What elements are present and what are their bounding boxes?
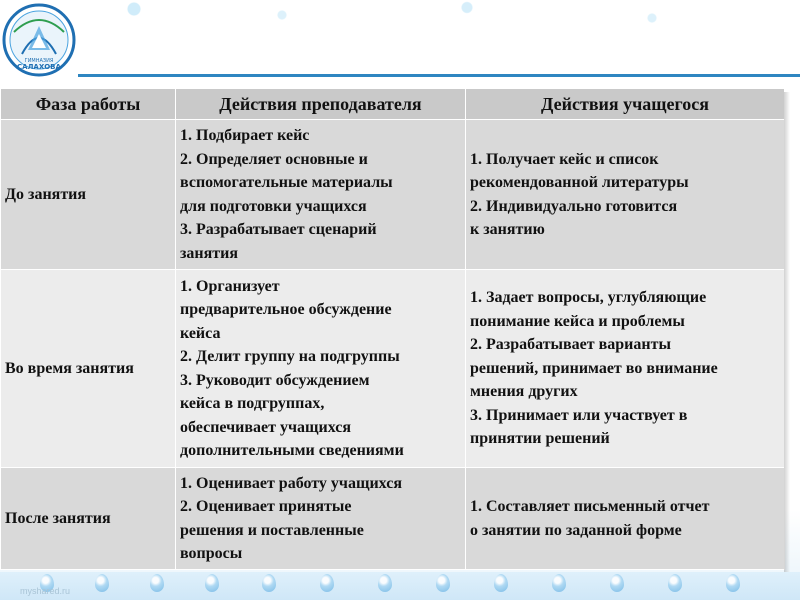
- header-teacher-actions: Действия преподавателя: [176, 89, 466, 120]
- droplet-icon: [726, 574, 740, 592]
- teacher-action-line: предварительное обсуждение: [180, 301, 392, 318]
- droplet-icon: [436, 574, 450, 592]
- phase-cell: После занятия: [1, 468, 176, 570]
- header-divider: [78, 74, 800, 77]
- teacher-action-line: вспомогательные материалы: [180, 174, 393, 191]
- droplet-icon: [494, 574, 508, 592]
- droplet-icon: [262, 574, 276, 592]
- teacher-actions-cell: [176, 270, 466, 468]
- table-row: [1, 270, 785, 468]
- teacher-action-line: 2. Определяет основные и: [180, 150, 368, 168]
- student-action-line: рекомендованной литературы: [470, 174, 689, 191]
- teacher-action-line: для подготовки учащихся: [180, 197, 367, 215]
- teacher-action-line: кейса: [180, 324, 221, 342]
- teacher-action-line: 2. Делит группу на подгруппы: [180, 348, 400, 365]
- droplet-icon: [668, 574, 682, 592]
- droplet-icon: [610, 574, 624, 592]
- logo-text: САЛАХОВА: [17, 63, 61, 71]
- teacher-action-line: 2. Оценивает принятые: [180, 498, 352, 515]
- student-action-line: принятии решений: [470, 430, 610, 448]
- case-method-table: [0, 88, 785, 570]
- teacher-action-line: вопросы: [180, 545, 243, 562]
- footer-url: myshared.ru: [20, 586, 71, 596]
- logo-small-text: ГИМНАЗИЯ: [24, 58, 54, 64]
- phase-cell: Во время занятия: [1, 270, 176, 468]
- droplet-icon: [378, 574, 392, 592]
- student-action-line: мнения других: [470, 383, 578, 401]
- student-action-line: 1. Составляет письменный отчет: [470, 498, 710, 515]
- teacher-action-line: 3. Разрабатывает сценарий: [180, 221, 377, 238]
- header-phase: Фаза работы: [1, 89, 176, 120]
- student-action-line: о занятии по заданной форме: [470, 521, 682, 539]
- table-row: [1, 468, 785, 570]
- student-action-line: решений, принимает во внимание: [470, 359, 718, 377]
- teacher-action-line: 1. Подбирает кейс: [180, 127, 310, 144]
- teacher-action-line: дополнительными сведениями: [180, 442, 404, 459]
- teacher-action-line: обеспечивает учащихся: [180, 418, 351, 436]
- teacher-action-line: решения и поставленные: [180, 521, 364, 539]
- droplet-icon: [95, 574, 109, 592]
- school-logo-icon: [2, 2, 76, 78]
- header-student-actions: Действия учащегося: [466, 89, 785, 120]
- table-shadow: [784, 92, 790, 572]
- student-action-line: понимание кейса и проблемы: [470, 312, 685, 330]
- teacher-action-line: 1. Организует: [180, 277, 280, 295]
- teacher-actions-cell: [176, 468, 466, 570]
- student-action-line: 2. Разрабатывает варианты: [470, 336, 671, 354]
- droplet-icon: [320, 574, 334, 592]
- teacher-actions-cell: [176, 120, 466, 270]
- student-action-line: 3. Принимает или участвует в: [470, 406, 688, 424]
- droplet-icon: [552, 574, 566, 592]
- student-action-line: 1. Задает вопросы, углубляющие: [470, 289, 707, 307]
- table-row: [1, 120, 785, 270]
- student-actions-cell: [466, 120, 785, 270]
- student-action-line: 2. Индивидуально готовится: [470, 197, 678, 215]
- teacher-action-line: 1. Оценивает работу учащихся: [180, 474, 402, 492]
- student-action-line: к занятию: [470, 221, 545, 238]
- droplet-icon: [205, 574, 219, 592]
- student-action-line: 1. Получает кейс и список: [470, 150, 659, 168]
- teacher-action-line: 3. Руководит обсуждением: [180, 371, 370, 389]
- teacher-action-line: занятия: [180, 244, 239, 262]
- student-actions-cell: [466, 270, 785, 468]
- table-header-row: [1, 89, 785, 120]
- phase-cell: До занятия: [1, 120, 176, 270]
- student-actions-cell: [466, 468, 785, 570]
- teacher-action-line: кейса в подгруппах,: [180, 395, 325, 412]
- slide-header: [0, 0, 800, 88]
- droplet-icon: [150, 574, 164, 592]
